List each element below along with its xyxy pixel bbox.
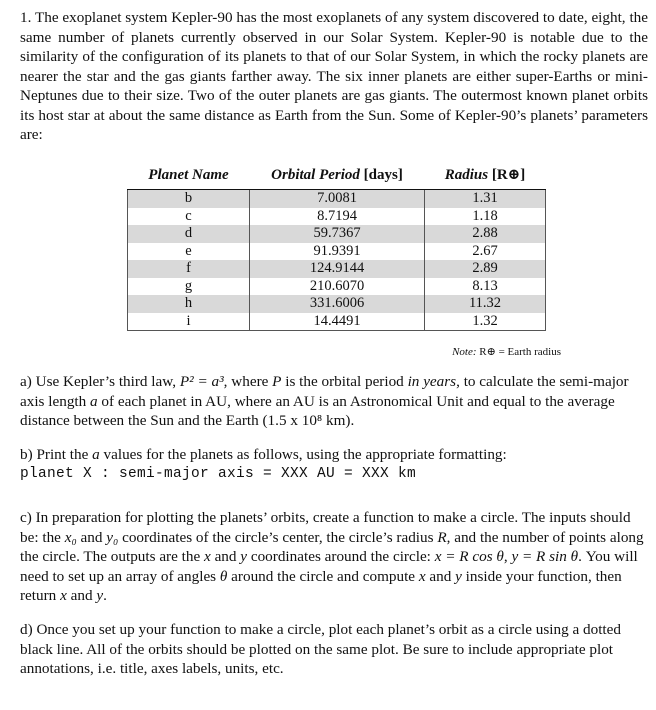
output-format-code: planet X : semi-major axis = XXX AU = XXX km (20, 465, 417, 482)
table-row: b 7.0081 1.31 (128, 190, 546, 208)
planet-parameters-table (127, 163, 546, 331)
part-b-paragraph: b) Print the a values for the planets as follows, using the appropriate formatting: (20, 446, 507, 463)
problem-page (20, 8, 648, 677)
intro-text: The exoplanet system Kepler-90 has the most exoplanets of any system discovered to date, eight, the same number of planets currently observed in our Solar System. Kepler-90 is notable due to the similarity of the configuration of its planets to that of our Solar System, in which the rocky planets are nearer the star and the gas giants farther away. The six inner planets are either super-Earths or mini-Neptunes due to their size. Two of the outer planets are gas giants. The outermost known planet orbits its host star at about the same distance as Earth from the Sun. Some of Kepler-90’s planets’ parameters are: (20, 9, 648, 143)
circle-equation-x: x = R cos θ (434, 548, 504, 565)
part-b-block (20, 445, 648, 484)
part-d-paragraph: d) Once you set up your function to make a circle, plot each planet’s orbit as a circle using a dotted black line. All of the orbits should be plotted on the same plot. Be sure to include appropriate plot annotations, i.e. title, axes labels, units, etc. (20, 621, 621, 677)
table-row: c 8.7194 1.18 (128, 208, 546, 226)
planet-table-container (127, 163, 563, 358)
table-header-row (128, 163, 546, 190)
table-row: f 124.9144 2.89 (128, 260, 546, 278)
table-note: Note: R⊕ = Earth radius (452, 346, 561, 358)
circle-equation-y: y = R sin θ (511, 548, 579, 565)
part-a-paragraph: a) Use Kepler’s third law, P² = a³, where P is the orbital period in years, to calculate the semi-major axis length a of each planet in AU, where an AU is an Astronomical Unit and equal to the average distance between the Sun and the Earth (1.5 x 10⁸ km). (20, 373, 629, 429)
intro-paragraph (20, 8, 648, 145)
table-row: g 210.6070 8.13 (128, 278, 546, 296)
part-c-paragraph: c) In preparation for plotting the planets’ orbits, create a function to make a circle. The inputs should be: the x₀ and y₀ coordinates of the circle’s center, the circle’s radius R, and the number of points along the circle. The outputs are the x and y coordinates around the circle: x = R cos θ, y = R sin θ. You will need to set up an array of angles θ around the circle and compute x and y inside your function, then return x and y. (20, 509, 644, 604)
header-orbital-period: Orbital Period [days] (250, 163, 425, 190)
table-row: i 14.4491 1.32 (128, 313, 546, 331)
header-radius: Radius [R⊕] (425, 163, 546, 190)
table-row: e 91.9391 2.67 (128, 243, 546, 261)
problem-number: 1. (20, 9, 32, 26)
table-row: h 331.6006 11.32 (128, 295, 546, 313)
kepler-formula: P² = a³ (179, 373, 224, 390)
header-planet-name: Planet Name (128, 163, 250, 190)
table-row: d 59.7367 2.88 (128, 225, 546, 243)
